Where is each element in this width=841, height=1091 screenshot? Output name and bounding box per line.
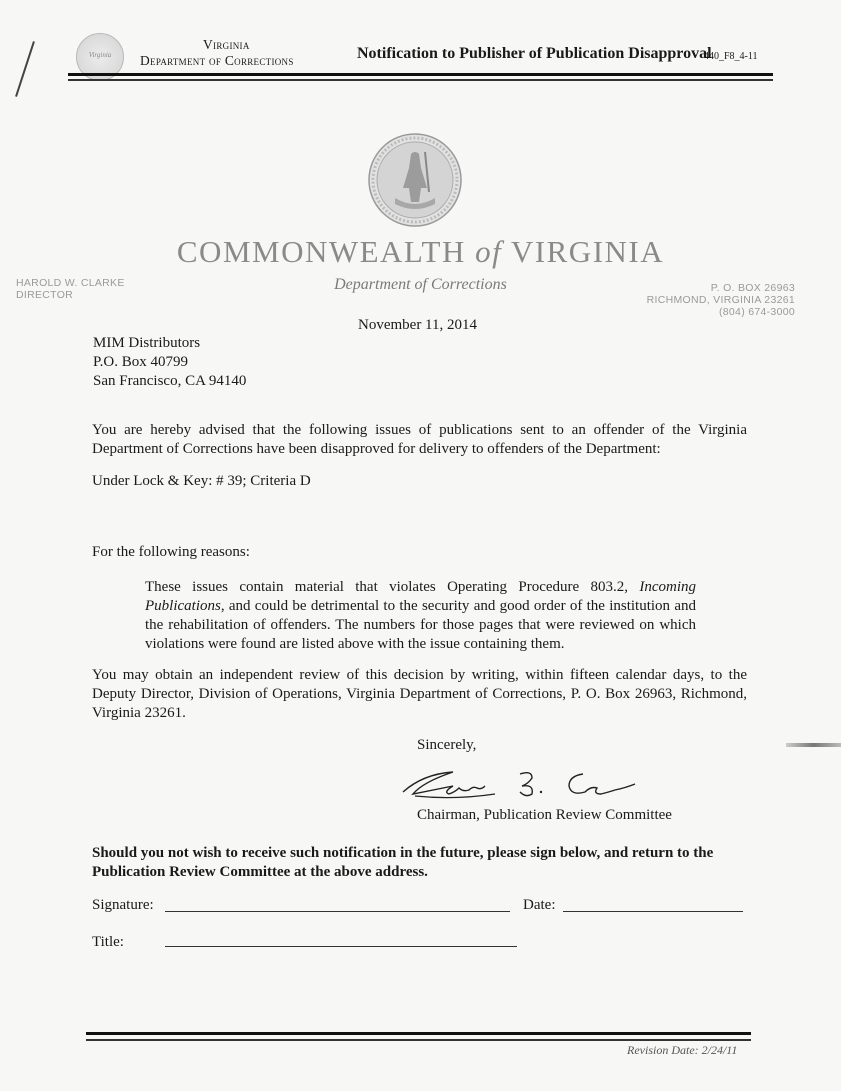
date-label: Date: [523, 897, 556, 913]
intro-paragraph: You are hereby advised that the following issues of publications sent to an offender of the Virginia Department of Corrections have been disapproved for delivery to offenders of the Department: [92, 422, 747, 457]
reasons-paragraph [145, 578, 696, 654]
scan-smudge [786, 743, 841, 747]
disapproved-issue: Under Lock & Key: # 39; Criteria D [92, 473, 311, 489]
form-code: 440_F8_4-11 [704, 51, 758, 62]
date-line[interactable] [563, 911, 743, 912]
form-title: Notification to Publisher of Publication Disapproval [357, 45, 712, 62]
director-name: HAROLD W. CLARKE [16, 277, 125, 289]
title-line[interactable] [165, 946, 517, 947]
contact-block [647, 282, 795, 318]
director-title: DIRECTOR [16, 289, 74, 301]
reasons-text: These issues contain material that violates Operating Procedure 803.2, [145, 579, 640, 595]
letterhead-department: Department of Corrections [334, 276, 507, 293]
commonwealth-word: COMMONWEALTH [176, 234, 466, 269]
recipient-line: MIM Distributors [93, 335, 201, 351]
recipient-line: San Francisco, CA 94140 [93, 373, 247, 389]
of-word: of [475, 234, 503, 269]
signature-label: Signature: [92, 897, 154, 913]
margin-mark [15, 41, 35, 97]
optout-notice: Should you not wish to receive such notification in the future, please sign below, and return to the Publication Review Committee at the above address. [92, 845, 714, 880]
header-rule [68, 73, 773, 76]
procedure-name: Incoming Publications [145, 579, 696, 614]
closing: Sincerely, [417, 737, 477, 753]
signature-line[interactable] [165, 911, 510, 912]
small-seal-text: Virginia [88, 51, 112, 59]
reasons-heading: For the following reasons: [92, 544, 250, 560]
phone: (804) 674-3000 [718, 306, 795, 318]
letter-date: November 11, 2014 [358, 317, 478, 333]
review-paragraph: You may obtain an independent review of this decision by writing, within fifteen calendar days, to the Deputy Director, Division of Operations, Virginia Department of Corrections, P. O. Box 26963, Richmond, Virginia 23261. [92, 667, 747, 721]
signer-title: Chairman, Publication Review Committee [417, 807, 672, 823]
revision-date: Revision Date: 2/24/11 [627, 1043, 738, 1057]
title-label: Title: [92, 934, 124, 950]
commonwealth-seal [367, 132, 463, 228]
footer-rule-thin [86, 1039, 751, 1041]
header-department: Department of Corrections [140, 53, 294, 68]
recipient-line: P.O. Box 40799 [93, 354, 189, 370]
header-rule-thin [68, 79, 773, 81]
virginia-word: VIRGINIA [510, 234, 665, 269]
reasons-text-cont: , and could be detrimental to the security and good order of the institution and the rehabilitation of offenders. The numbers for those pages that were reviewed on which violations were found are listed above with the issue containing them. [145, 598, 696, 652]
po-box: P. O. BOX 26963 [710, 282, 795, 294]
header-state: Virginia [203, 37, 250, 52]
city-line: RICHMOND, VIRGINIA 23261 [646, 294, 795, 306]
letterhead-title [0, 234, 841, 270]
recipient-address [93, 334, 246, 391]
handwritten-signature [395, 762, 645, 804]
director-block [16, 277, 125, 301]
footer-rule [86, 1032, 751, 1035]
